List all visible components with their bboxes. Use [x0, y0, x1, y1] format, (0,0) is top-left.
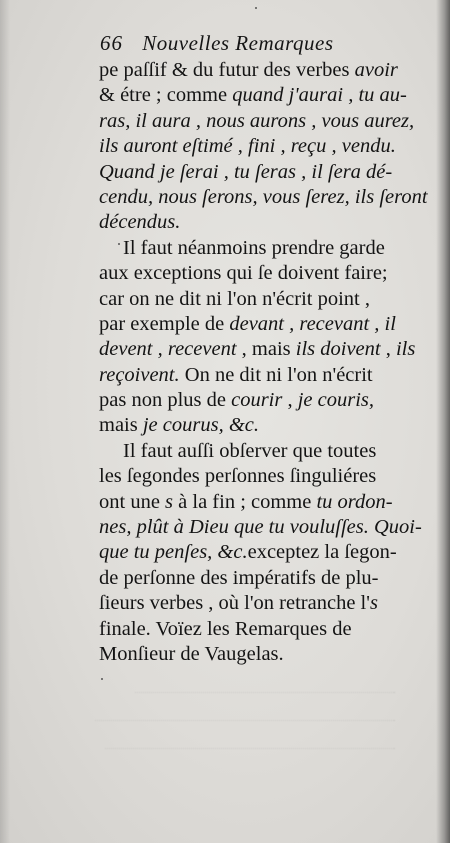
italic-text-span: décendus.	[99, 211, 181, 234]
text-line	[99, 134, 435, 159]
text-span: les ſegondes perſonnes ſinguliéres	[99, 465, 377, 488]
text-span: aux exceptions qui ſe doivent faire;	[99, 262, 388, 285]
italic-text-span: devent , recevent	[99, 338, 237, 361]
text-line	[99, 337, 435, 362]
italic-text-span: que tu penſes, &c.	[99, 541, 248, 564]
italic-text-span: je couris,	[297, 389, 375, 412]
text-span: pas non plus de	[99, 389, 232, 412]
body-text	[99, 58, 435, 667]
running-head: Nouvelles Remarques	[142, 31, 334, 55]
text-span: par exemple de	[99, 312, 230, 335]
text-span: On ne dit ni l'on n'écrit	[179, 363, 373, 386]
text-span: car on ne dit ni l'on n'écrit point ,	[99, 287, 370, 310]
text-line	[99, 363, 435, 388]
text-line	[99, 210, 435, 235]
text-line	[99, 312, 435, 337]
italic-text-span: s	[369, 592, 378, 615]
text-line	[99, 566, 435, 591]
text-line	[99, 261, 435, 286]
text-line	[99, 540, 435, 565]
text-span: Il faut néanmoins prendre garde	[123, 236, 385, 259]
text-line	[99, 109, 435, 134]
text-span: mais	[99, 414, 143, 437]
text-line	[99, 617, 435, 642]
italic-text-span: ils auront eſtimé , fini , reçu , vendu.	[99, 135, 396, 158]
page-left-shadow	[0, 0, 10, 843]
text-line	[99, 515, 435, 540]
text-span: à la fin ; comme	[173, 490, 317, 513]
text-span: de perſonne des impératifs de plu-	[99, 566, 379, 589]
italic-text-span: ras, il aura , nous aurons , vous aurez,	[99, 109, 415, 132]
text-span: pe paſſif & du futur des verbes	[99, 59, 355, 81]
italic-text-span: courir	[231, 389, 283, 412]
text-line	[99, 83, 435, 108]
text-line	[99, 439, 435, 464]
text-span: Monſieur de Vaugelas.	[99, 642, 284, 665]
italic-text-span: tu ordon-	[316, 490, 393, 513]
italic-text-span: ils doivent	[295, 338, 381, 361]
text-line	[99, 185, 435, 210]
text-span: exceptez la ſegon-	[247, 541, 397, 564]
text-line	[99, 160, 435, 185]
italic-text-span: avoir	[354, 59, 398, 81]
text-span: ,	[380, 338, 396, 361]
text-line	[99, 413, 435, 438]
page-right-shadow	[436, 0, 450, 843]
italic-text-span: reçoivent.	[99, 363, 180, 386]
italic-text-span: devant , recevant , il	[229, 312, 396, 335]
text-span: finale. Voïez les Remarques de	[99, 617, 352, 640]
page-number: 66	[100, 31, 123, 55]
text-line	[99, 287, 435, 312]
page-header	[100, 31, 430, 56]
italic-text-span: cendu, nous ſerons, vous ſerez, ils ſeront	[99, 185, 428, 208]
paper-speck	[255, 7, 257, 9]
paper-speck	[118, 243, 120, 245]
italic-text-span: je courus, &c.	[142, 414, 259, 437]
italic-text-span: nes, plût à Dieu que tu vouluſſes. Quoi-	[99, 516, 422, 539]
italic-text-span: quand j'aurai , tu au-	[232, 84, 407, 107]
italic-text-span: s	[165, 490, 174, 513]
text-line	[99, 642, 435, 667]
text-line	[99, 490, 435, 515]
text-line	[99, 464, 435, 489]
text-line	[99, 236, 435, 261]
text-span: , mais	[236, 338, 296, 361]
text-span: ,	[282, 389, 298, 412]
text-line	[99, 388, 435, 413]
text-line	[99, 58, 435, 83]
italic-text-span: Quand je ſerai , tu ſeras , il ſera dé-	[99, 160, 393, 183]
paper-speck	[101, 678, 103, 680]
text-span: Il faut auſſi obſerver que toutes	[123, 439, 377, 462]
italic-text-span: ils	[395, 338, 416, 361]
text-span: ont une	[99, 490, 166, 513]
text-line	[99, 591, 435, 616]
text-span: & étre ; comme	[99, 84, 233, 107]
show-through-texture	[95, 665, 395, 749]
text-span: ſieurs verbes , où l'on retranche l'	[99, 592, 370, 615]
